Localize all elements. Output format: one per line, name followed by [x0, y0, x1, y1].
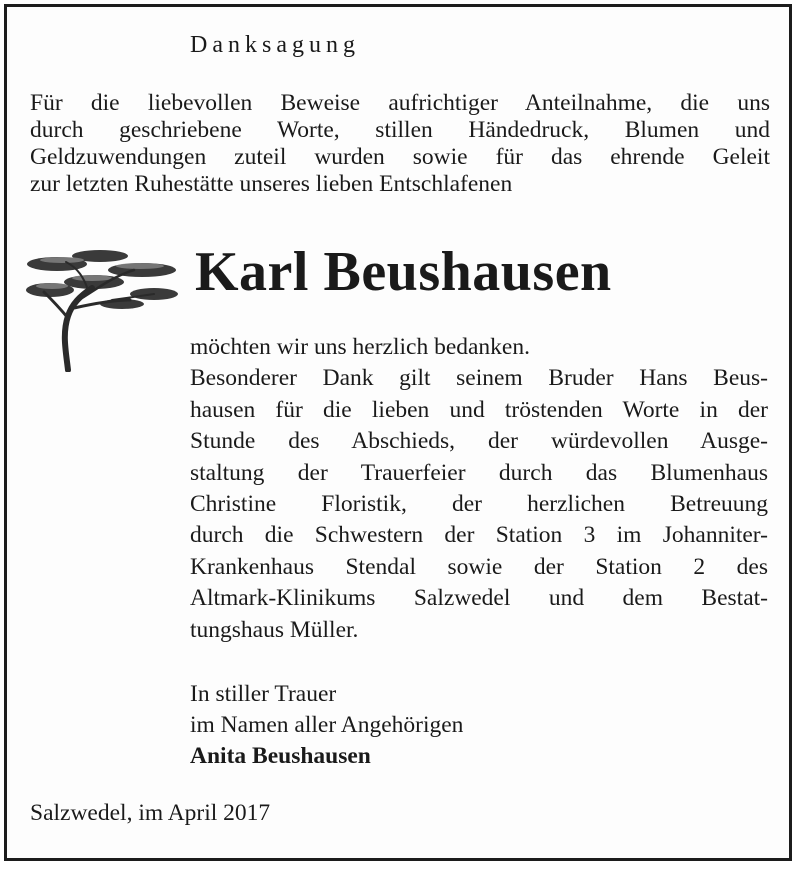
notice-heading: Danksagung [190, 32, 360, 58]
body-line: staltung der Trauerfeier durch das Blumenhaus [190, 459, 768, 486]
body-line: Altmark-Klinikums Salzwedel und dem Bestat- [190, 585, 768, 612]
intro-line: Für die liebevollen Beweise aufrichtiger Anteilnahme, die uns [30, 90, 770, 116]
intro-line: durch geschriebene Worte, stillen Händedruck, Blumen und [30, 117, 770, 143]
signer-name: Anita Beushausen [190, 743, 371, 769]
body-line: möchten wir uns herzlich bedanken. [190, 334, 530, 360]
body-line: durch die Schwestern der Station 3 im Johanniter- [190, 522, 768, 549]
body-line: Stunde des Abschieds, der würdevollen Ausge- [190, 428, 768, 455]
body-line: Krankenhaus Stendal sowie der Station 2 des [190, 553, 768, 580]
intro-line: zur letzten Ruhestätte unseres lieben Entschlafenen [30, 171, 513, 197]
closing-line: im Namen aller Angehörigen [190, 712, 464, 738]
body-paragraph [190, 332, 768, 646]
body-line: tungshaus Müller. [190, 616, 359, 643]
intro-line: Geldzuwendungen zuteil wurden sowie für das ehrende Geleit [30, 144, 770, 170]
place-date: Salzwedel, im April 2017 [30, 800, 271, 826]
intro-paragraph [30, 90, 770, 198]
body-line: Besonderer Dank gilt seinem Bruder Hans Beus- [190, 365, 768, 392]
tree-icon [22, 242, 182, 372]
body-line: hausen für die lieben und tröstenden Worte in der [190, 396, 768, 423]
closing-line: In stiller Trauer [190, 681, 337, 707]
deceased-name: Karl Beushausen [195, 241, 612, 303]
body-line: Christine Floristik, der herzlichen Betreuung [190, 491, 768, 518]
closing-block [190, 679, 463, 772]
